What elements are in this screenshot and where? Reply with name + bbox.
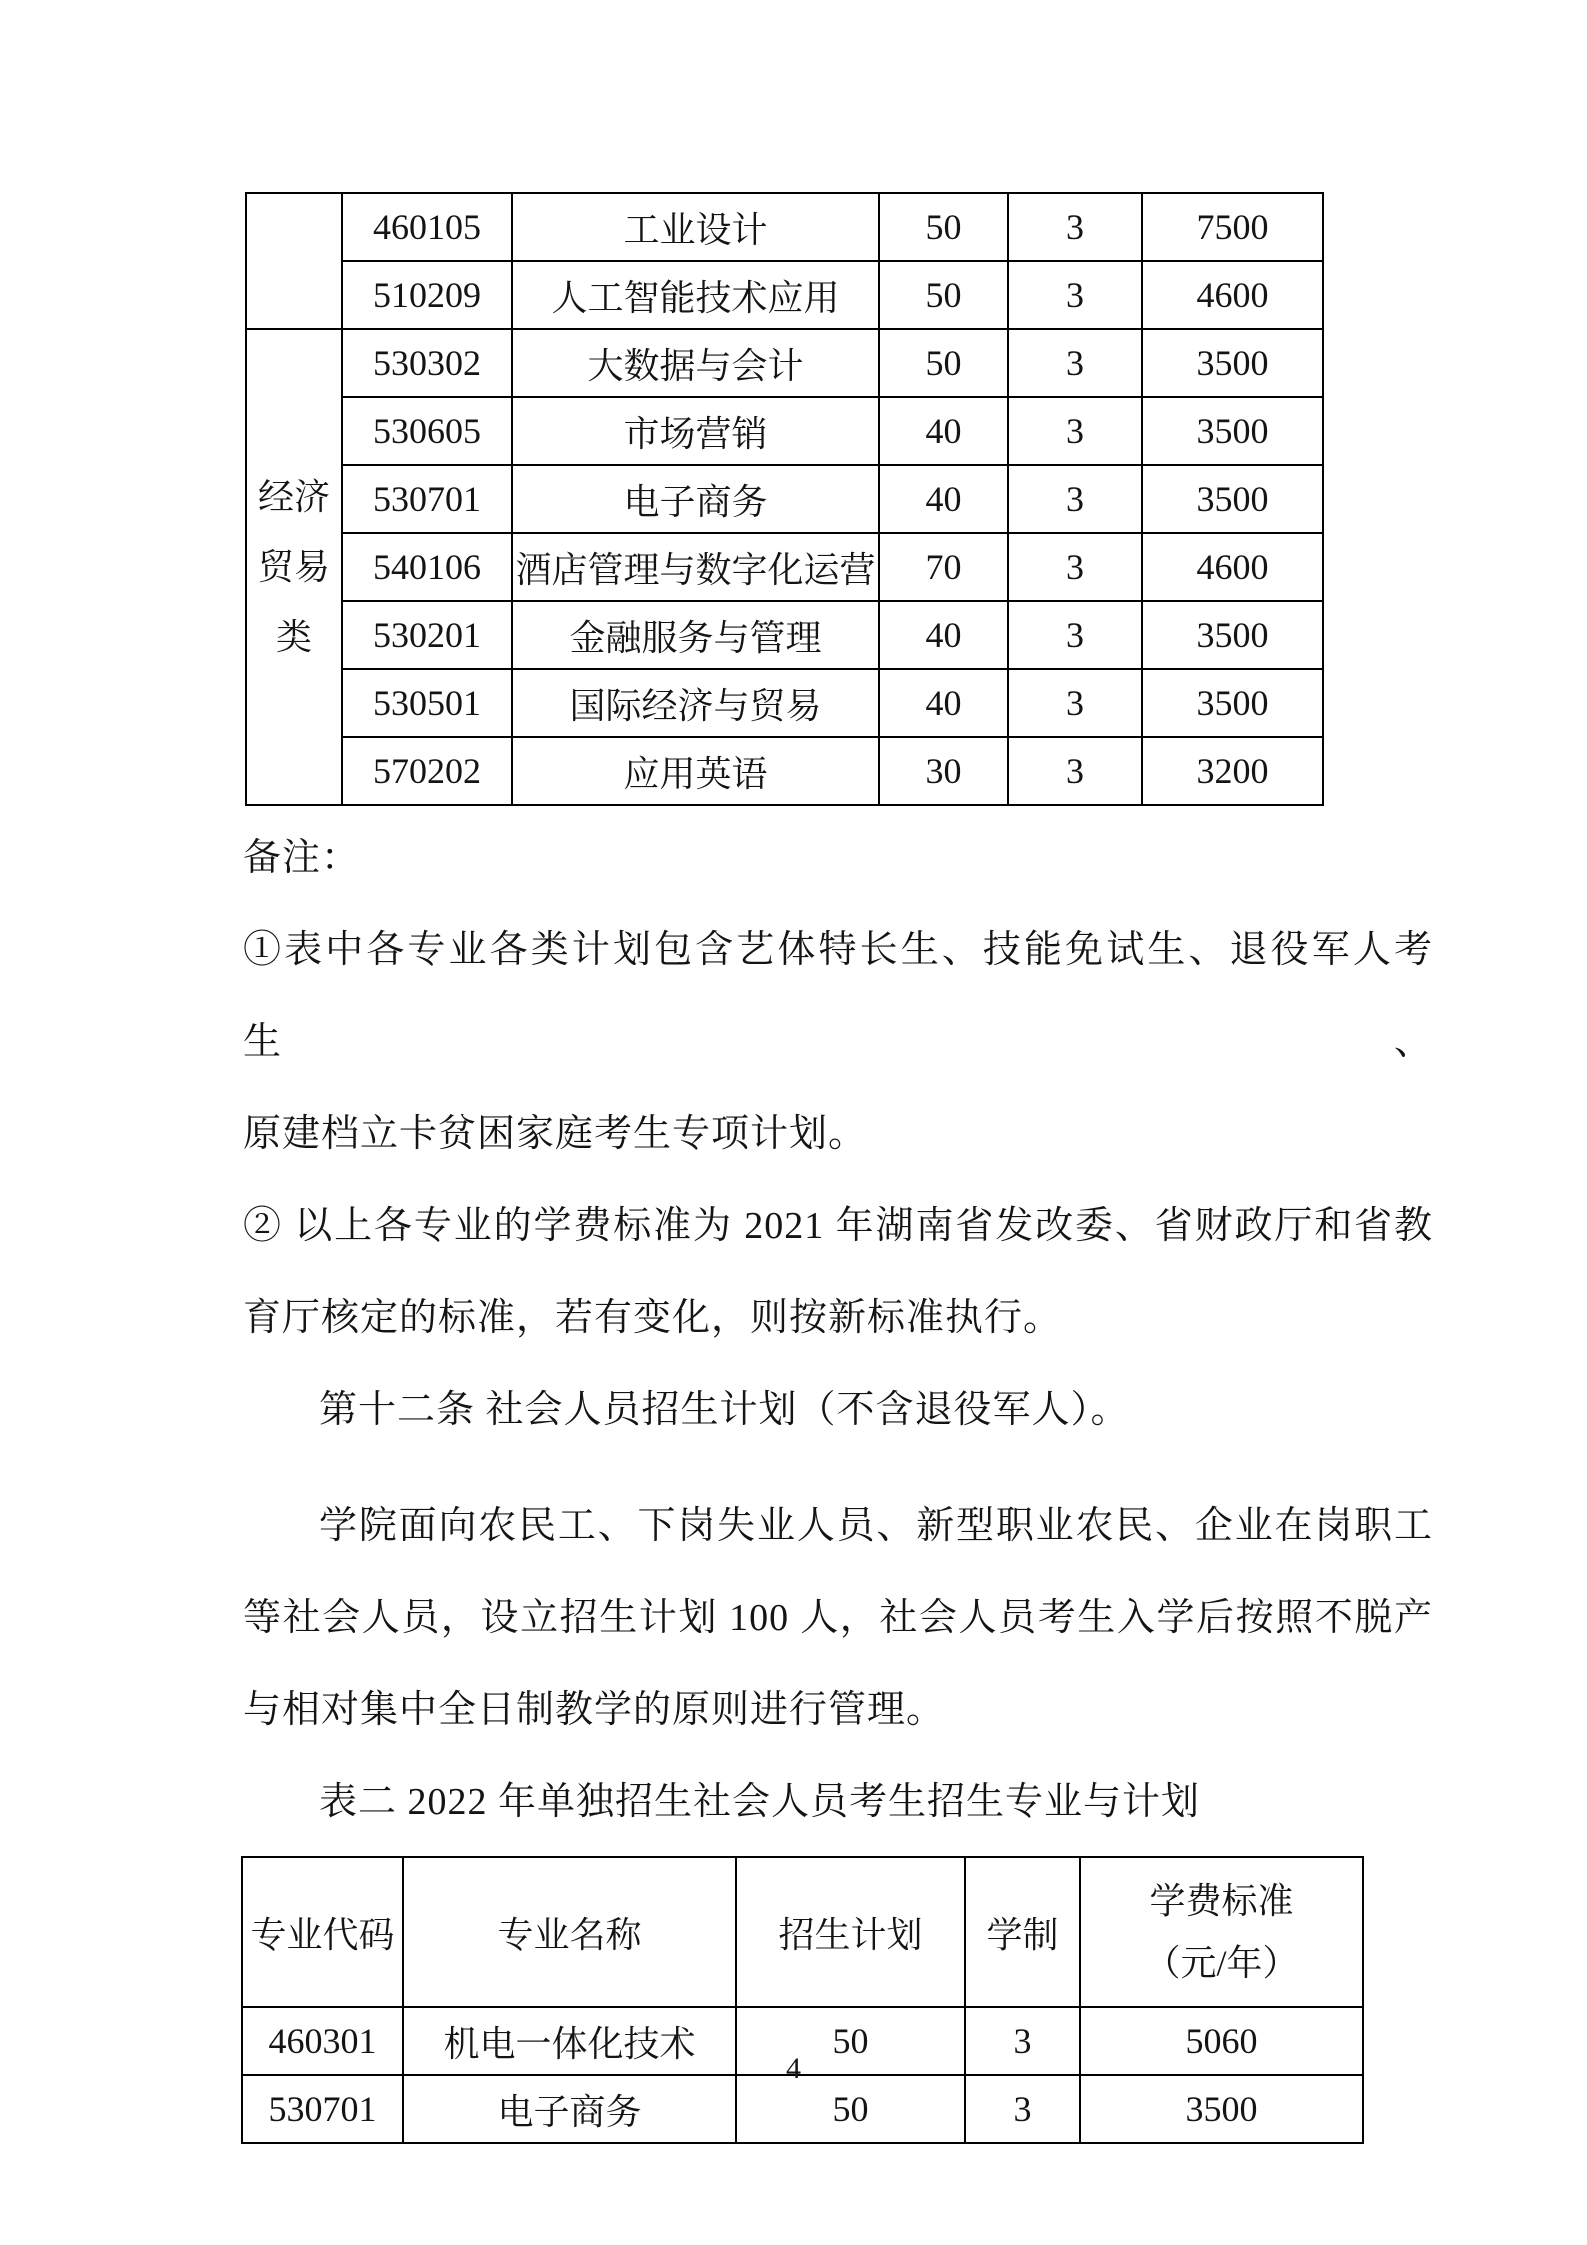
fee-cell: 3500	[1142, 669, 1323, 737]
major-code-cell: 530302	[342, 329, 512, 397]
header-major-name: 专业名称	[403, 1857, 736, 2007]
years-cell: 3	[1008, 465, 1142, 533]
major-code-cell: 530701	[342, 465, 512, 533]
major-code-cell: 530501	[342, 669, 512, 737]
header-fee	[1080, 1857, 1363, 2007]
category-label-line: 类	[275, 617, 312, 657]
major-name-cell: 电子商务	[403, 2075, 736, 2143]
notes-title: 备注：	[243, 837, 361, 879]
header-years: 学制	[965, 1857, 1080, 2007]
major-code-cell: 540106	[342, 533, 512, 601]
major-name-cell: 国际经济与贸易	[512, 669, 879, 737]
table-row	[246, 261, 1323, 329]
category-label-line: 贸易	[257, 547, 330, 587]
plan-cell: 40	[879, 397, 1008, 465]
social-enrollment-table	[241, 1856, 1364, 2144]
fee-cell: 3200	[1142, 737, 1323, 805]
major-code-cell: 570202	[342, 737, 512, 805]
years-cell: 3	[1008, 601, 1142, 669]
plan-cell: 50	[879, 193, 1008, 261]
major-name-cell: 金融服务与管理	[512, 601, 879, 669]
table-row	[246, 193, 1323, 261]
table-2-caption: 表二 2022 年单独招生社会人员考生招生专业与计划	[319, 1781, 1201, 1823]
years-cell: 3	[1008, 397, 1142, 465]
major-name-cell: 人工智能技术应用	[512, 261, 879, 329]
category-label-line: 经济	[257, 477, 330, 517]
major-name-cell: 大数据与会计	[512, 329, 879, 397]
table-row	[246, 329, 1323, 397]
major-code-cell: 530201	[342, 601, 512, 669]
enrollment-plan-table	[245, 192, 1324, 806]
fee-cell: 4600	[1142, 261, 1323, 329]
plan-cell: 50	[736, 2075, 965, 2143]
major-name-cell: 市场营销	[512, 397, 879, 465]
years-cell: 3	[1008, 193, 1142, 261]
plan-cell: 50	[736, 2007, 965, 2075]
plan-cell: 40	[879, 601, 1008, 669]
article-12-body-line-1: 学院面向农民工、下岗失业人员、新型职业农民、企业在岗职工	[319, 1505, 1433, 1547]
table-header-row	[242, 1857, 1363, 2007]
plan-cell: 40	[879, 465, 1008, 533]
table-row	[246, 601, 1323, 669]
major-code-cell: 530605	[342, 397, 512, 465]
fee-cell: 3500	[1142, 465, 1323, 533]
years-cell: 3	[1008, 329, 1142, 397]
major-code-cell: 460301	[242, 2007, 403, 2075]
body-text	[243, 812, 1433, 1848]
header-plan: 招生计划	[736, 1857, 965, 2007]
major-name-cell: 酒店管理与数字化运营	[512, 533, 879, 601]
years-cell: 3	[965, 2075, 1080, 2143]
note-1-line-1: ①表中各专业各类计划包含艺体特长生、技能免试生、退役军人考生、	[243, 929, 1433, 1063]
table-row	[246, 669, 1323, 737]
note-1-line-2: 原建档立卡贫困家庭考生专项计划。	[243, 1113, 868, 1155]
years-cell: 3	[965, 2007, 1080, 2075]
page-number: 4	[786, 2052, 801, 2085]
note-2-line-1: ② 以上各专业的学费标准为 2021 年湖南省发改委、省财政厅和省教	[243, 1205, 1433, 1247]
major-code-cell: 530701	[242, 2075, 403, 2143]
note-2-line-2: 育厅核定的标准，若有变化，则按新标准执行。	[243, 1297, 1063, 1339]
header-fee-line: 学费标准	[1149, 1881, 1294, 1921]
major-name-cell: 机电一体化技术	[403, 2007, 736, 2075]
header-fee-line: （元/年）	[1144, 1943, 1299, 1983]
fee-cell: 7500	[1142, 193, 1323, 261]
article-12-body-line-3: 与相对集中全日制教学的原则进行管理。	[243, 1689, 946, 1731]
header-major-code: 专业代码	[242, 1857, 403, 2007]
plan-cell: 40	[879, 669, 1008, 737]
fee-cell: 3500	[1142, 601, 1323, 669]
table-row	[246, 533, 1323, 601]
years-cell: 3	[1008, 261, 1142, 329]
major-code-cell: 510209	[342, 261, 512, 329]
article-12-heading: 第十二条 社会人员招生计划（不含退役军人）。	[319, 1389, 1130, 1431]
major-name-cell: 电子商务	[512, 465, 879, 533]
plan-cell: 70	[879, 533, 1008, 601]
table-row	[246, 737, 1323, 805]
fee-cell: 5060	[1080, 2007, 1363, 2075]
fee-cell: 3500	[1142, 397, 1323, 465]
years-cell: 3	[1008, 737, 1142, 805]
plan-cell: 50	[879, 261, 1008, 329]
plan-cell: 30	[879, 737, 1008, 805]
major-name-cell: 应用英语	[512, 737, 879, 805]
fee-cell: 3500	[1142, 329, 1323, 397]
years-cell: 3	[1008, 669, 1142, 737]
fee-cell: 4600	[1142, 533, 1323, 601]
fee-cell: 3500	[1080, 2075, 1363, 2143]
article-12-body-line-2: 等社会人员，设立招生计划 100 人，社会人员考生入学后按照不脱产	[243, 1597, 1433, 1639]
table-row	[246, 397, 1323, 465]
category-cell-empty	[246, 193, 342, 329]
plan-cell: 50	[879, 329, 1008, 397]
table-row	[246, 465, 1323, 533]
major-code-cell: 460105	[342, 193, 512, 261]
category-cell-economics-trade	[246, 329, 342, 805]
years-cell: 3	[1008, 533, 1142, 601]
major-name-cell: 工业设计	[512, 193, 879, 261]
